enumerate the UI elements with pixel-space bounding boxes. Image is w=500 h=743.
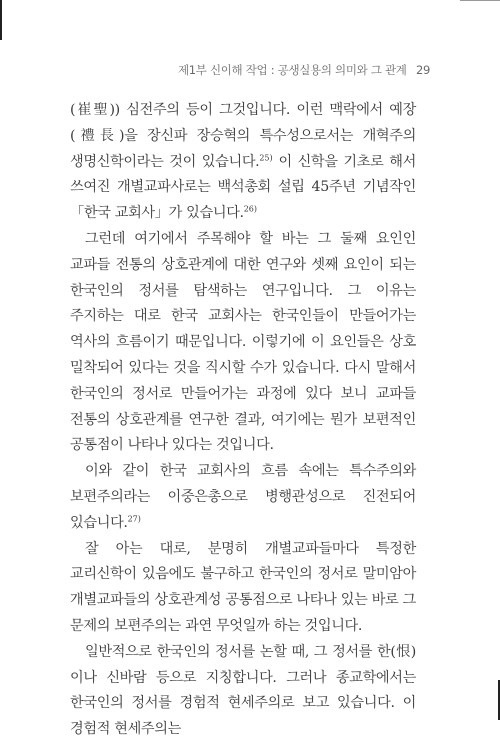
crop-mark-top-left [0, 0, 2, 40]
body-text [70, 98, 416, 743]
page-number: 29 [415, 63, 430, 77]
footnote-ref: 26) [243, 204, 258, 214]
paragraph-text: 이 신학을 기초로 해서 쓰여진 개별교파사로는 백석총회 설립 45주년 기념작인 「한국 교회사」가 있습니다. [70, 153, 416, 222]
body-paragraph [70, 537, 416, 640]
footnote-ref: 25) [259, 152, 273, 162]
body-paragraph [70, 640, 416, 743]
footnote-ref: 27) [127, 514, 141, 524]
paragraph-text: 그런데 여기에서 주목해야 할 바는 그 둘째 요인인 교파들 전통의 상호관계에 대한 연구와 셋째 요인이 되는 한국인의 정서를 탐색하는 연구입니다. 그 이유는 주지하는 대로 한국 교회사는 한국인들이 만들어가는 역사의 흐름이기 때문입니다. 이렇기에 이 요인들은 상호 밀착되어 있다는 것을 직시할 수가 있습니다. 다시 말해서 한국인의 정서로 만들어가는 과정에 있다 보니 교파들 전통의 상호관계를 연구한 결과, 여기에는 뭔가 보편적인 공통점이 나타나 있다는 것입니다. [70, 230, 416, 454]
paragraph-text: 잘 아는 대로, 분명히 개별교파들마다 특정한 교리신학이 있음에도 불구하고 한국인의 정서로 말미암아 개별교파들의 상호관계성 공통점으로 나타나 있는 바로 그 문제의 보편주의는 과연 무엇일까 하는 것입니다. [70, 540, 416, 634]
crop-mark-top-right [460, 0, 500, 1]
running-head-title: 제1부 신이해 작업 : 공생실용의 의미와 그 관계 [177, 63, 407, 77]
paragraph-text: 이와 같이 한국 교회사의 흐름 속에는 특수주의와 보편주의라는 이중은총으로 병행관성으로 진전되어 있습니다. [70, 463, 416, 531]
paragraph-text: 일반적으로 한국인의 정서를 논할 때, 그 정서를 한(恨)이나 신바람 등으로 지칭합니다. 그러나 종교학에서는 한국인의 정서를 경험적 현세주의로 보고 있습니다. 이 경험적 현세주의는 [70, 643, 416, 738]
body-paragraph [70, 459, 416, 536]
paragraph-text: (崔聖)) 심전주의 등이 그것입니다. 이런 맥락에서 예장(禮長)을 장신파 장승혁의 특수성으로서는 개혁주의 생명신학이라는 것이 있습니다. [70, 102, 416, 170]
body-paragraph [70, 98, 416, 227]
body-paragraph [70, 227, 416, 459]
running-head [70, 62, 430, 78]
